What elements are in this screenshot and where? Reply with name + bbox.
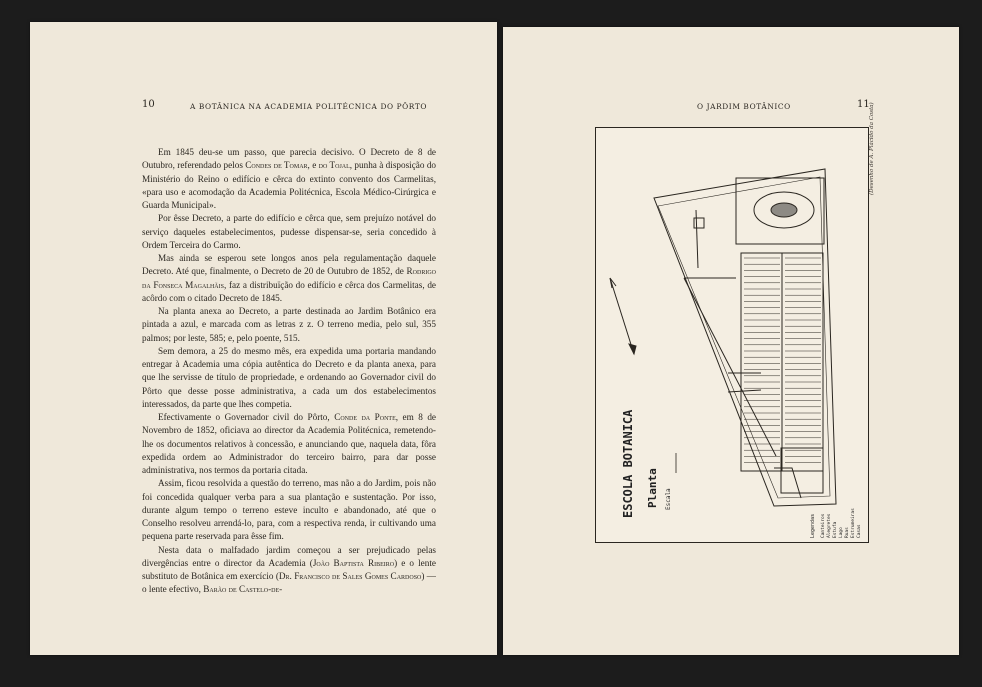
plan-legend-item: Canteiros — [821, 513, 826, 538]
right-page — [503, 27, 959, 655]
paragraph — [142, 146, 436, 212]
illustration-credit: (Desenho de A. Plácido da Costa) — [869, 102, 875, 195]
plan-division-3 — [696, 210, 698, 268]
plan-division-5 — [728, 390, 761, 392]
text-run: , em 8 de Novembro de 1852, oficiava ao director da Academia Politécnica, remetendo-lhe os documentos relativos à concessão, e anunciando que, naquela data, fôra expedida ordem ao Administrador do terceiro bairro, para dar posse administrativa, nos termos da portaria citada. — [142, 412, 436, 475]
name-small-caps: Rodrigo da Fonseca Magalhãis — [142, 266, 436, 290]
paragraph — [142, 544, 436, 597]
plan-lake — [771, 203, 797, 217]
name-small-caps: do Tojal — [318, 160, 350, 171]
paragraph — [142, 345, 436, 411]
plan-legend-item: Estufa — [833, 521, 838, 538]
plan-subtitle: Planta — [646, 468, 659, 508]
text-run: , punha à disposição do Ministério do Reino o edifício e cêrca do extinto convento dos Carmelitas, «para uso e acomodação da Academia Politécnica, Escola Médico-Cirúrgica e Guarda Municipal». — [142, 160, 437, 210]
text-run: Em 1845 deu-se um passo, que parecia decisivo. O Decreto de 8 de Outubro, referendado pelos — [142, 147, 436, 171]
name-small-caps: Conde da Ponte — [334, 412, 396, 422]
right-page-number: 11 — [857, 99, 870, 110]
paragraph — [142, 477, 436, 543]
garden-plan-drawing — [596, 128, 868, 542]
text-run: Sem demora, a 25 do mesmo mês, era expedida uma portaria mandando entregar à Academia uma cópia autêntica do Decreto e da planta anexa, para que lhe servisse de título de propriedade, e ordenando ao Governador civil do Pôrto que desse posse administrativa, a cada um dos estabelecimentos interessados, da parte que lhes competia. — [142, 345, 436, 409]
plan-legend-heading: Legendas — [810, 513, 816, 538]
text-run: Efectivamente o Governador civil do Pôrto, — [158, 412, 335, 422]
plan-inner-boundary — [658, 177, 830, 498]
north-arrow-head — [629, 344, 636, 354]
text-run: , e — [307, 160, 319, 171]
name-small-caps: Condes de Tomar — [245, 160, 308, 171]
name-small-caps: Dr. Francisco de Sales Gomes Cardoso — [278, 571, 422, 581]
text-run: ) e o lente substituto de Botânica em exercício ( — [142, 557, 436, 581]
plan-boundary — [654, 169, 836, 506]
plan-title: ESCOLA BOTANICA — [621, 409, 635, 518]
paragraph — [142, 305, 436, 345]
plan-scale-label: Escala — [665, 488, 672, 510]
plan-legend-item: Lago — [839, 527, 844, 538]
name-small-caps: Barão de Castelo-de- — [203, 584, 283, 595]
right-running-head: O JARDIM BOTÂNICO — [697, 102, 791, 111]
text-run: Assim, ficou resolvida a questão do terreno, mas não a do Jardim, pois não foi concedida qualquer verba para a sua plantação e sustentação. Por isso, durante algum tempo o terreno esteve inculto e abandonado, até que o Conselho resolveu arrendá-lo, para, com a respectiva renda, ir cultivando uma pequena parte reservada para êsse fim. — [142, 478, 436, 542]
plan-small-building — [694, 218, 704, 228]
body-text — [142, 146, 436, 597]
garden-plan-figure — [595, 127, 869, 543]
text-run: Na planta anexa ao Decreto, a parte destinada ao Jardim Botânico era pintada a azul, e marcada com as letras z z. O terreno media, pelo sul, 355 palmos; por leste, 585; e, pelo poente, 515. — [142, 306, 436, 343]
plan-division-2 — [684, 278, 776, 456]
paragraph — [142, 411, 436, 477]
left-running-head: A BOTÂNICA NA ACADEMIA POLITÉCNICA DO PÔRTO — [190, 102, 428, 111]
paragraph — [142, 252, 436, 305]
north-arrow-shaft — [610, 278, 634, 354]
paragraph — [142, 212, 436, 252]
name-small-caps: João Baptista Ribeiro — [312, 557, 395, 568]
text-run: Mas ainda se esperou sete longos anos pela regulamentação daquele Decreto. Até que, finalmente, o Decreto de 20 de Outubro de 1852, de — [142, 253, 436, 277]
plan-legend-item: Alegretes — [827, 513, 832, 538]
plan-legend-item: Estrumeiras — [851, 508, 856, 538]
left-page — [30, 22, 497, 655]
text-run: Por êsse Decreto, a parte do edifício e cêrca que, sem prejuízo notável do serviço daqueles estabelecimentos, pudesse dispensar-se, seria concedido à Ordem Terceira do Carmo. — [142, 213, 436, 250]
left-page-number: 10 — [142, 99, 155, 110]
plan-legend-item: Casas — [857, 524, 862, 538]
text-run: Nesta data o malfadado jardim começou a ser prejudicado pelas divergências entre o director da Academia ( — [142, 544, 436, 568]
text-run: , faz a distribuïção do edifício e cêrca dos Carmelitas, de acôrdo com o citado Decreto de 1845. — [142, 279, 436, 303]
plan-legend-item: Ruas — [845, 527, 850, 538]
text-run: ) — o lente efectivo, — [142, 571, 436, 595]
